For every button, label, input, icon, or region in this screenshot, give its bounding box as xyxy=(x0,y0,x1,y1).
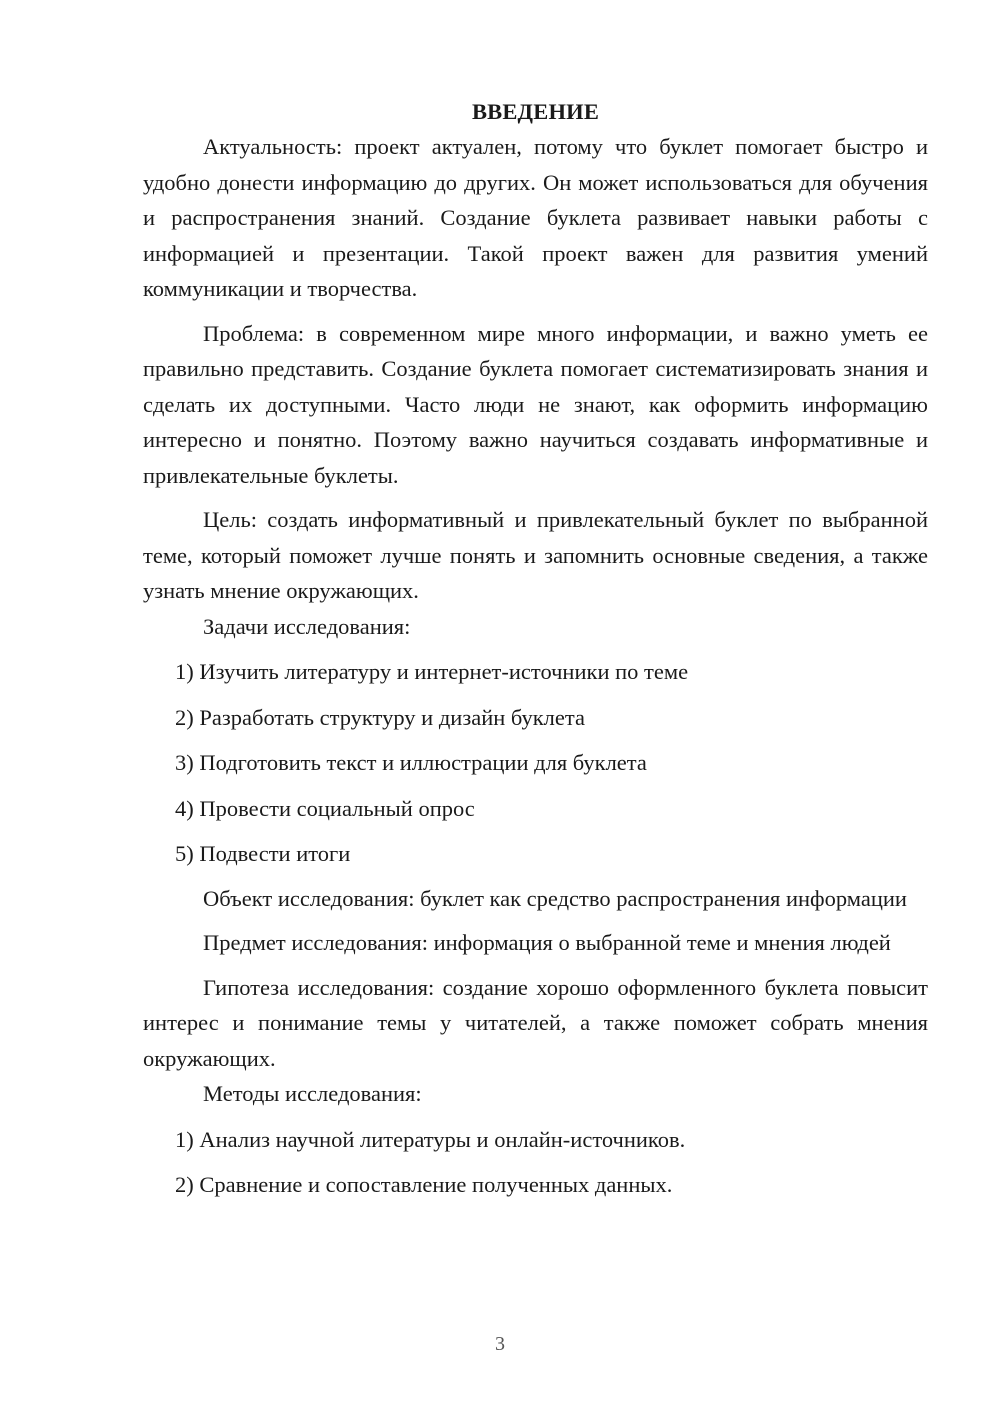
page-title: ВВЕДЕНИЕ xyxy=(471,99,600,124)
document-page xyxy=(143,94,928,1203)
paragraph-object: Объект исследования: буклет как средство распространения информации xyxy=(203,885,907,911)
list-item: 3) Подготовить текст и иллюстрации для буклета xyxy=(175,750,647,775)
methods-heading: Методы исследования: xyxy=(203,1081,422,1106)
paragraph-problem: Проблема: в современном мире много информации, и важно уметь ее правильно представить. Создание буклета помогает систематизировать знания и сделать их доступными. Часто люди не знают, как оформить информацию интересно и понятно. Поэтому важно научиться создавать информативные и привлекательные буклеты. xyxy=(143,320,928,488)
list-item: 2) Сравнение и сопоставление полученных данных. xyxy=(175,1172,673,1197)
list-item: 1) Изучить литературу и интернет-источники по теме xyxy=(175,659,689,684)
page-number: 3 xyxy=(495,1333,505,1355)
paragraph-relevance: Актуальность: проект актуален, потому что буклет помогает быстро и удобно донести информацию до других. Он может использоваться для обучения и распространения знаний. Создание буклета развивает навыки работы с информацией и презентации. Такой проект важен для развития умений коммуникации и творчества. xyxy=(143,134,928,301)
tasks-heading: Задачи исследования: xyxy=(203,613,411,639)
list-item: 2) Разработать структуру и дизайн буклета xyxy=(175,704,585,730)
paragraph-goal: Цель: создать информативный и привлекательный буклет по выбранной теме, который поможет лучше понять и запомнить основные сведения, а также узнать мнение окружающих. xyxy=(143,507,928,603)
paragraph-subject: Предмет исследования: информация о выбранной теме и мнения людей xyxy=(203,930,891,955)
list-item: 4) Провести социальный опрос xyxy=(175,795,475,821)
paragraph-hypothesis: Гипотеза исследования: создание хорошо оформленного буклета повысит интерес и понимание темы у читателей, а также поможет собрать мнения окружающих. xyxy=(143,974,928,1071)
methods-list xyxy=(143,1122,928,1203)
list-item: 5) Подвести итоги xyxy=(175,841,351,866)
tasks-list xyxy=(143,654,928,872)
list-item: 1) Анализ научной литературы и онлайн-источников. xyxy=(175,1126,686,1152)
